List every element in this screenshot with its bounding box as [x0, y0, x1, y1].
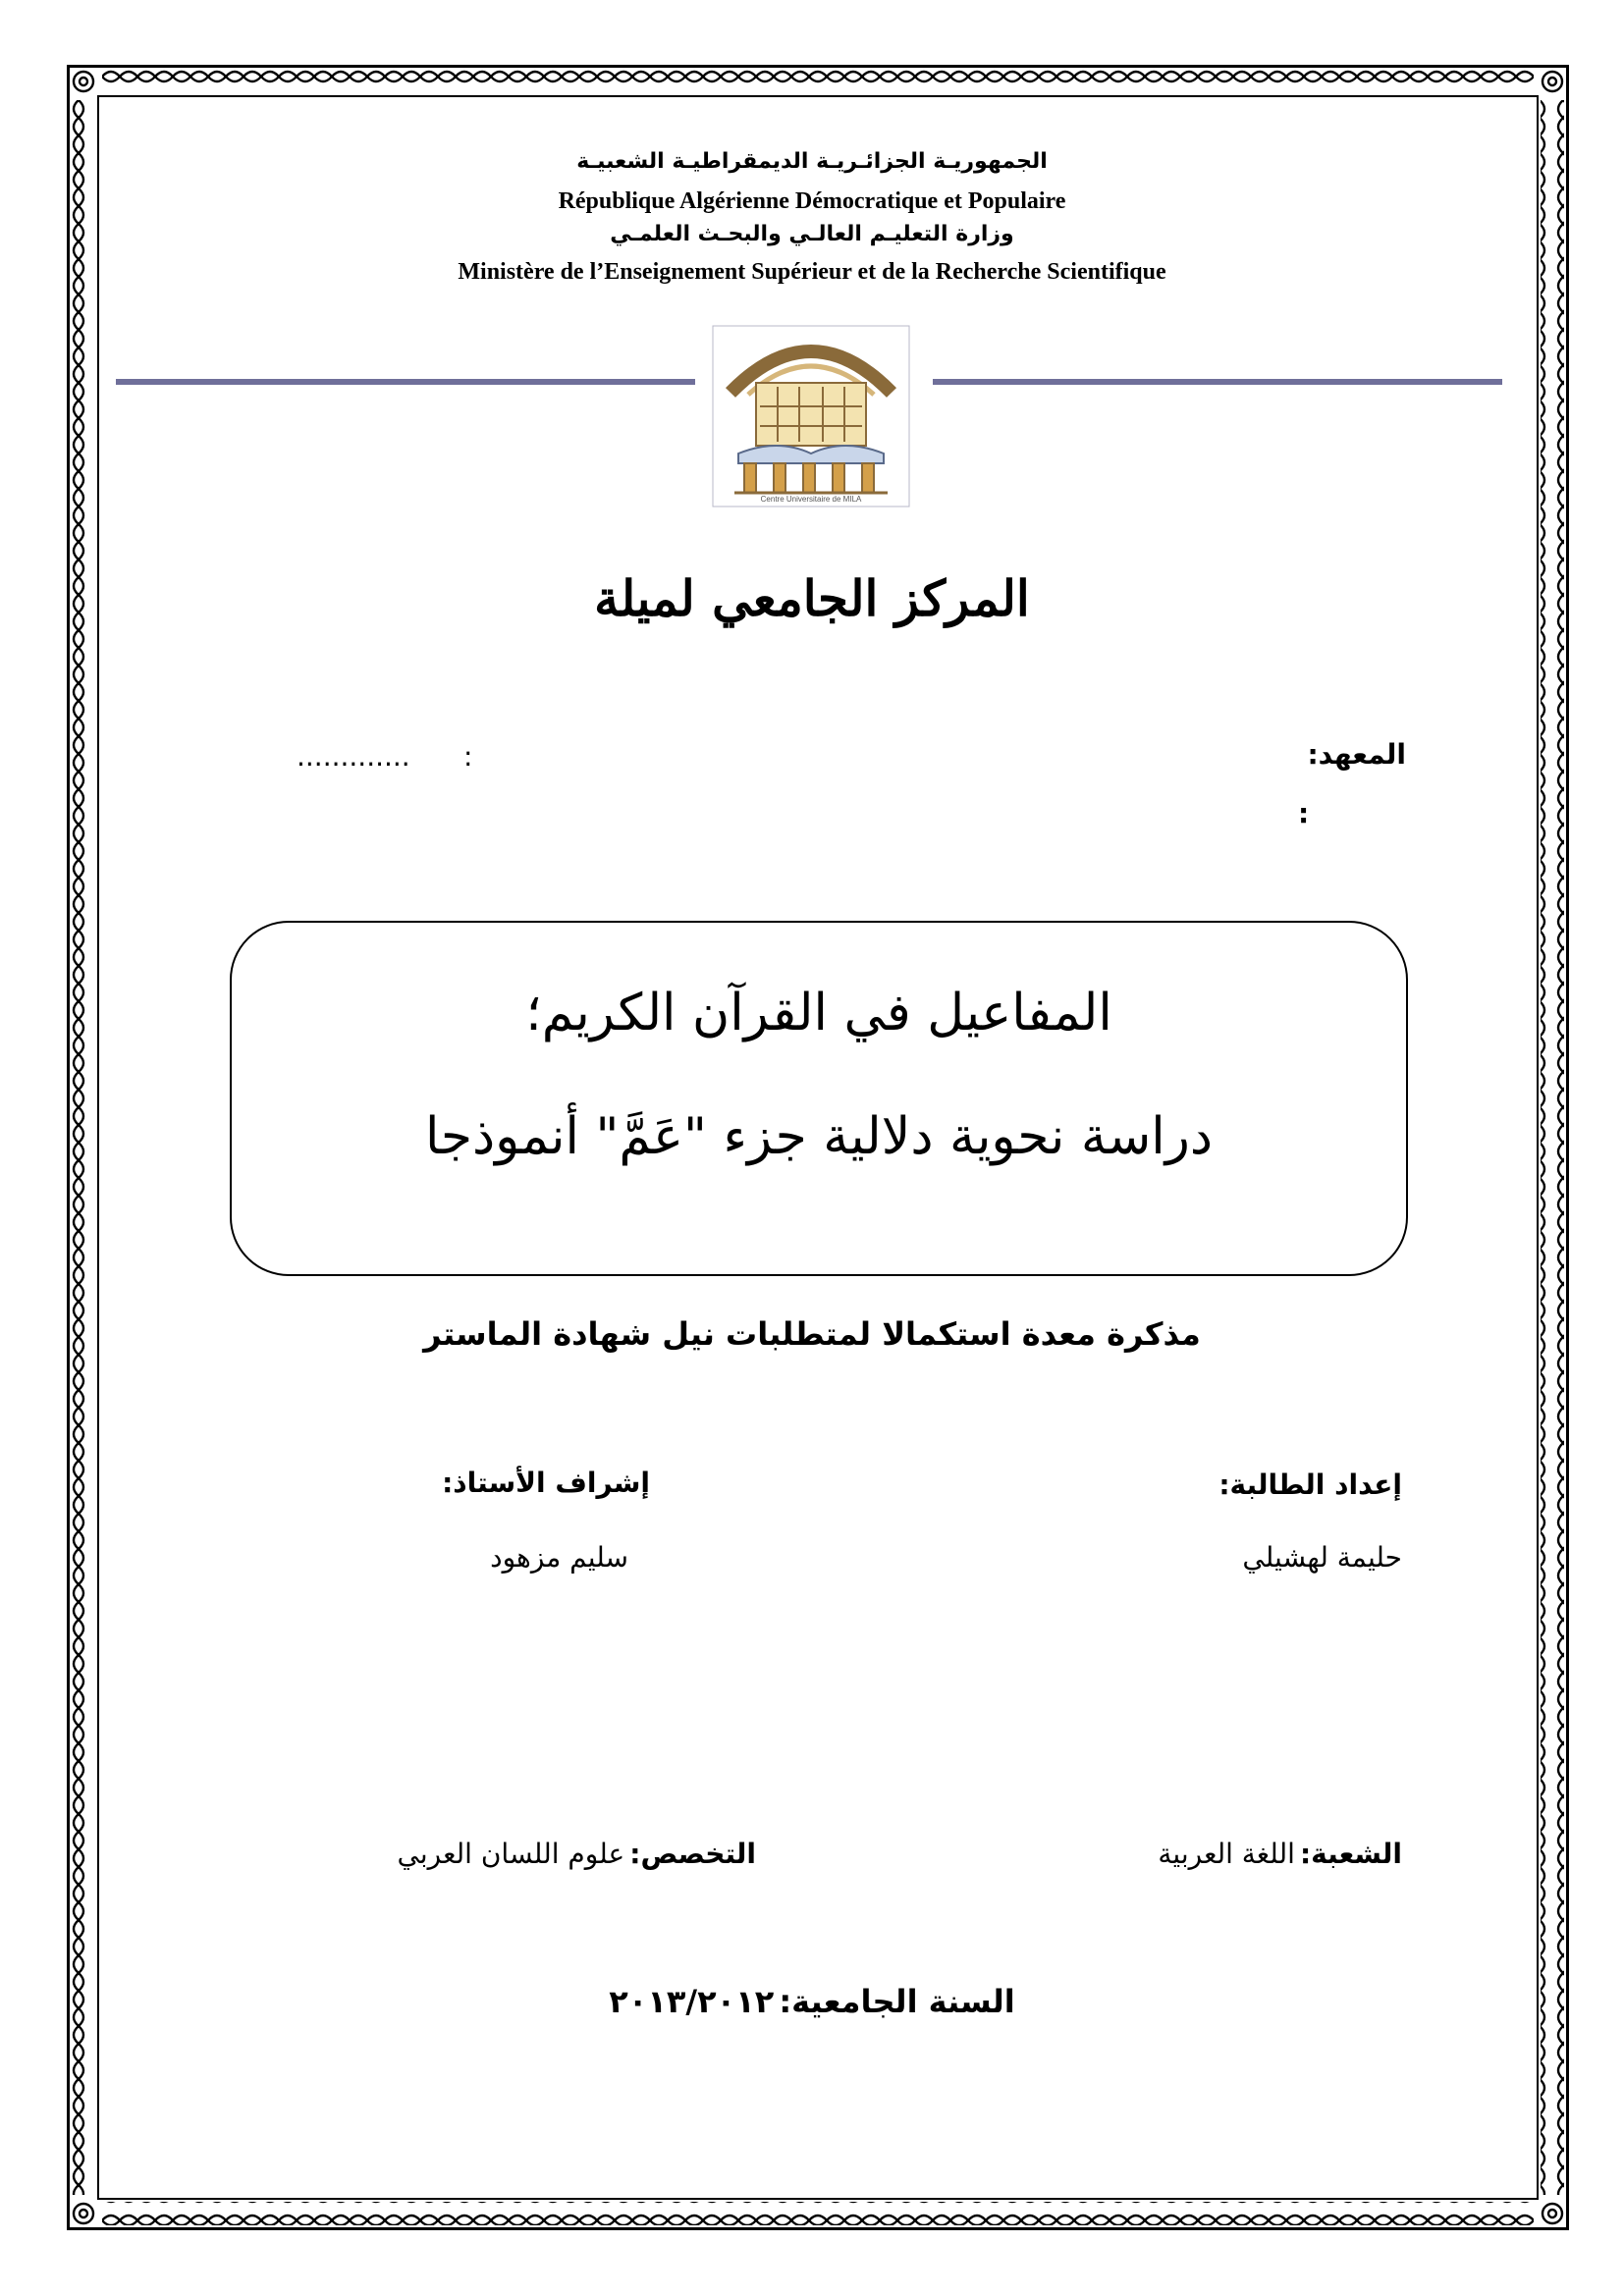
academic-year-label: السنة الجامعية: — [779, 1983, 1015, 2020]
branch-row — [1158, 1838, 1402, 1870]
ministry-french: Ministère de l’Enseignement Supérieur et de la Recherche Scientifique — [458, 259, 1166, 285]
academic-year — [0, 1983, 1624, 2020]
left-rule — [116, 379, 695, 385]
branch-label: الشعبة: — [1299, 1838, 1402, 1870]
institute-placeholder-dots: ............. — [297, 740, 410, 773]
specialty-value: علوم اللسان العربي — [397, 1838, 625, 1870]
right-rule — [933, 379, 1502, 385]
student-label: إعداد الطالبة: — [1218, 1468, 1402, 1501]
institute-colon: : — [1298, 797, 1310, 829]
institute-left-colon: : — [463, 740, 473, 773]
university-logo — [709, 316, 913, 508]
institute-label: المعهد: — [1307, 738, 1406, 771]
republic-arabic: الجمهوريـة الجزائـريـة الديمقراطيـة الشعبيـة — [576, 149, 1048, 174]
thesis-title-line-1: المفاعيل في القرآن الكريم؛ — [525, 984, 1112, 1042]
specialty-label: التخصص: — [629, 1838, 756, 1870]
republic-french: République Algérienne Démocratique et Populaire — [558, 188, 1066, 214]
thesis-subtitle: مذكرة معدة استكمالا لمتطلبات نيل شهادة الماستر — [423, 1315, 1201, 1353]
thesis-title-box — [230, 921, 1408, 1276]
academic-year-value: ٢٠١٣/٢٠١٢ — [609, 1983, 775, 2020]
supervisor-label: إشراف الأستاذ: — [442, 1467, 650, 1499]
branch-value: اللغة العربية — [1158, 1838, 1295, 1870]
supervisor-name: سليم مزهود — [490, 1541, 628, 1574]
specialty-row — [398, 1838, 756, 1870]
institution-name: المركز الجامعي لميلة — [594, 569, 1030, 627]
logo-caption: Centre Universitaire de MILA — [760, 495, 862, 504]
thesis-title-line-2: دراسة نحوية دلالية جزء "عَمَّ" أنموذجا — [424, 1107, 1214, 1166]
student-name: حليمة لهشيلي — [1242, 1541, 1402, 1574]
ministry-arabic: وزارة التعليـم العالـي والبحـث العلمـي — [610, 222, 1014, 246]
